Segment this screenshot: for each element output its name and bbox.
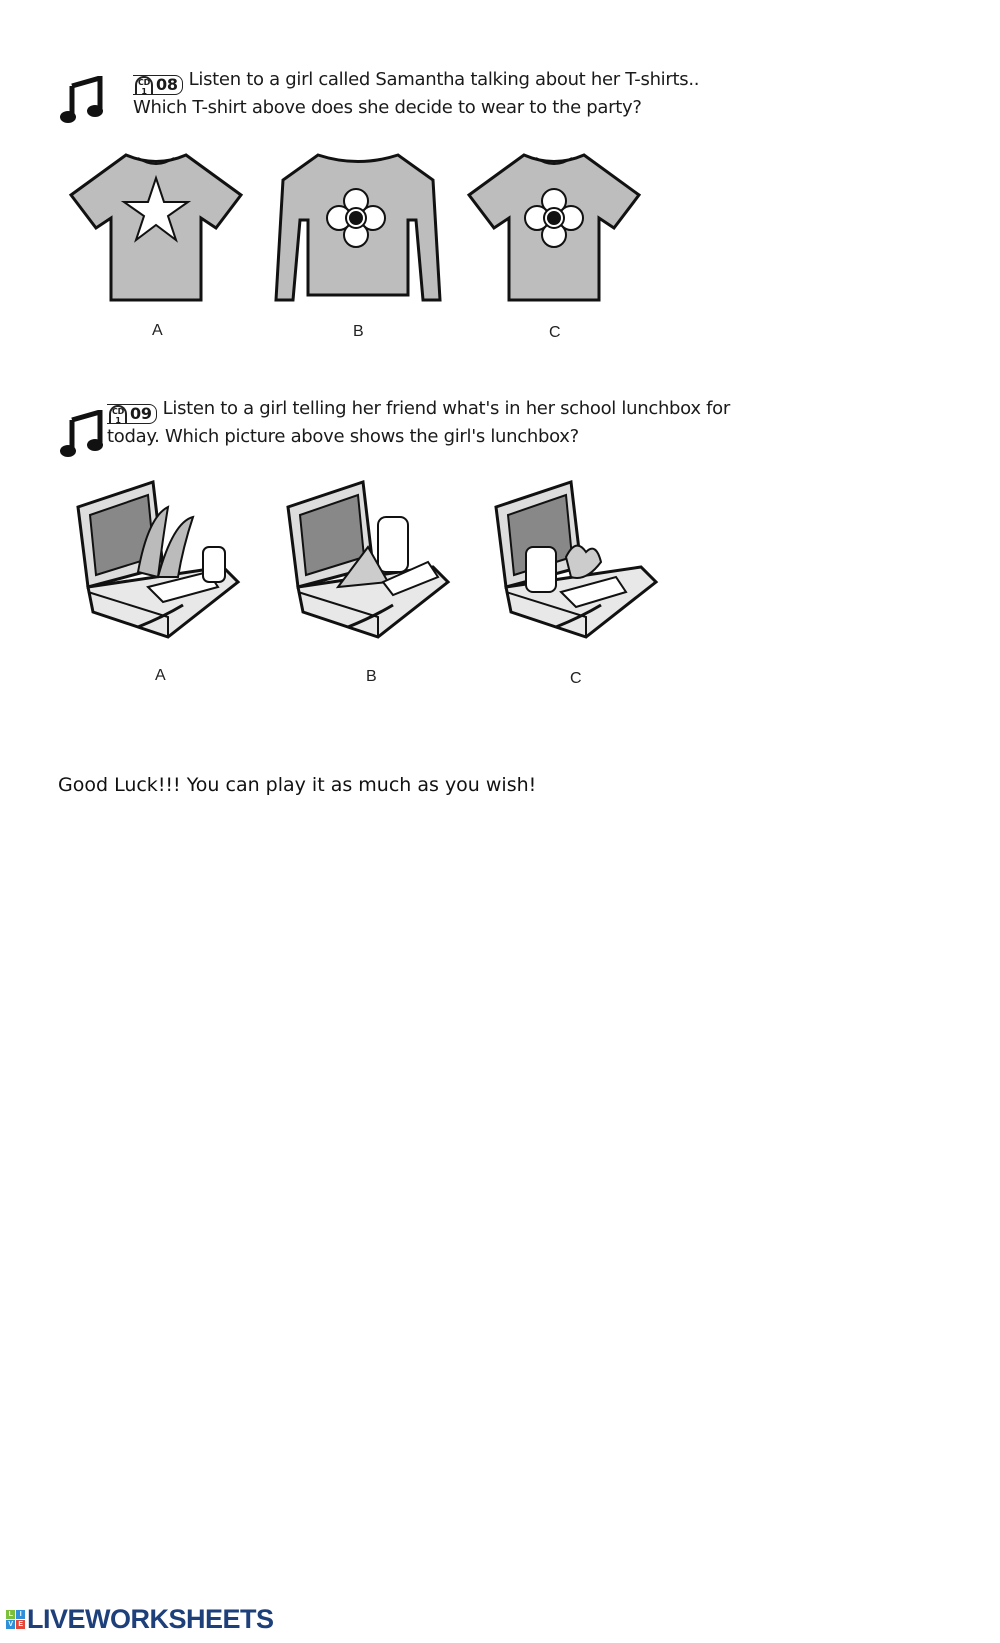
question-2-line-1: Listen to a girl telling her friend what's in her school lunchbox for (162, 398, 730, 419)
option-label-b: B (353, 323, 364, 340)
cd-track-badge (133, 75, 183, 95)
option-label-c: C (570, 670, 582, 687)
track-number: 09 (130, 404, 152, 423)
tshirt-b-longsleeve-flower-image (268, 150, 448, 310)
lunchbox-b-image (278, 472, 458, 652)
liveworksheets-logo[interactable] (6, 1604, 274, 1635)
track-number: 08 (156, 75, 178, 94)
option-label-c: C (549, 324, 561, 341)
option-label-b: B (366, 668, 377, 685)
footer-message: Good Luck!!! You can play it as much as you wish! (58, 774, 537, 796)
question-1-line-1: Listen to a girl called Samantha talking about her T-shirts.. (188, 69, 700, 90)
lunchbox-c-image (486, 472, 666, 652)
tshirt-c-flower-image (464, 150, 644, 310)
question-1-line-2: Which T-shirt above does she decide to wear to the party? (133, 97, 642, 118)
music-note-icon[interactable] (60, 410, 104, 458)
headphones-icon: CD 1 (109, 405, 127, 423)
cd-track-badge (107, 404, 157, 424)
question-2-line-2: today. Which picture above shows the girl's lunchbox? (107, 426, 579, 447)
question-2-text (107, 396, 730, 450)
option-label-a: A (152, 322, 163, 339)
logo-cubes-icon: L I V E (6, 1610, 25, 1629)
lunchbox-a-image (68, 472, 248, 652)
logo-text: LIVEWORKSHEETS (27, 1604, 274, 1634)
option-label-a: A (155, 667, 166, 684)
headphones-icon: CD 1 (135, 76, 153, 94)
music-note-icon[interactable] (60, 76, 104, 124)
question-1-text (133, 67, 699, 121)
tshirt-a-star-image (66, 150, 246, 310)
